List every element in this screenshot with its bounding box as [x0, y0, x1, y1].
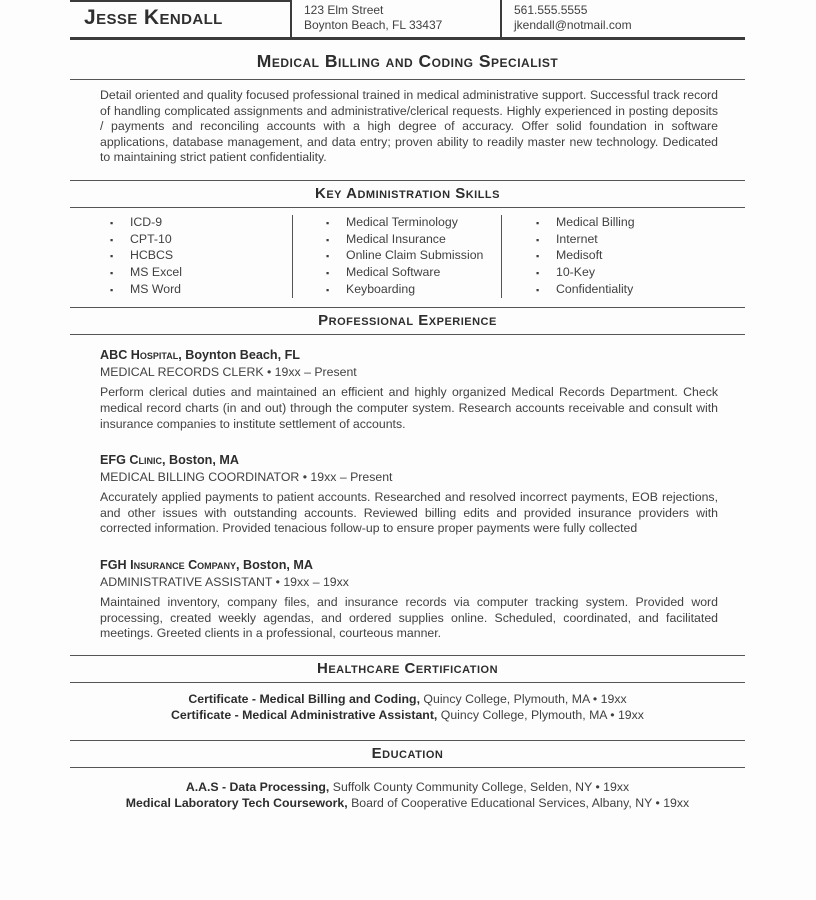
- company-location: Boynton Beach, FL: [185, 348, 300, 363]
- skill-item: [536, 265, 745, 282]
- education-list: [70, 768, 745, 820]
- skill-item: [536, 282, 745, 299]
- job-title-line: ADMINISTRATIVE ASSISTANT • 19xx – 19xx: [100, 575, 349, 590]
- education-item: [80, 796, 735, 812]
- skill-item: [110, 232, 292, 249]
- bullet-icon: ▪: [536, 268, 540, 279]
- bullet-icon: ▪: [326, 251, 330, 262]
- company-name: FGH Insurance Company,: [100, 558, 240, 573]
- section-heading-education: Education: [371, 744, 444, 762]
- job-description: Maintained inventory, company files, and insurance records via computer tracking system. Provided word processing, created weekly agendas, and ordered supplies online. Scheduled, coordinated, and facilitated meetings. Greeted clients in a professional, courteous manner.: [100, 595, 718, 641]
- skill-item: [110, 215, 292, 232]
- education-detail: Board of Cooperative Educational Services, Albany, NY • 19xx: [351, 795, 690, 810]
- education-item: [80, 780, 735, 796]
- company-name: EFG Clinic,: [100, 453, 166, 468]
- skill-item: [326, 248, 501, 265]
- job-entry: [70, 453, 745, 537]
- certification-name: Certificate - Medical Billing and Coding,: [188, 691, 420, 706]
- bullet-icon: ▪: [110, 234, 114, 245]
- certification-item: [80, 692, 735, 708]
- email-address: jkendall@notmail.com: [514, 18, 632, 32]
- bullet-icon: ▪: [110, 251, 114, 262]
- job-description: Accurately applied payments to patient accounts. Researched and resolved incorrect payments, EOB rejections, and other issues with outstanding accounts. Reviewed billing edits and provided insurance providers with corrected information. Provided tenacious follow-up to ensure proper payments were fully collected: [100, 490, 718, 536]
- divider: [70, 334, 745, 335]
- bullet-icon: ▪: [110, 217, 114, 228]
- skill-item: [110, 282, 292, 299]
- job-company-line: [100, 453, 718, 467]
- divider: [70, 79, 745, 80]
- certification-list: [70, 683, 745, 740]
- skill-item: [536, 215, 745, 232]
- bullet-icon: ▪: [536, 217, 540, 228]
- skill-label: Internet: [556, 231, 598, 246]
- skills-column-2: [292, 215, 501, 299]
- bullet-icon: ▪: [110, 284, 114, 295]
- address-line-1: 123 Elm Street: [304, 3, 384, 17]
- skill-item: [110, 248, 292, 265]
- education-detail: Suffolk County Community College, Selden, NY • 19xx: [332, 779, 630, 794]
- bullet-icon: ▪: [326, 284, 330, 295]
- bullet-icon: ▪: [326, 217, 330, 228]
- skills-column-3: [501, 215, 745, 299]
- summary-paragraph: Detail oriented and quality focused professional trained in medical administrative support. Successful track record of handling complicated assignments and administrative/clerical requests. Highly experienced in posting deposits / payments and reconciling accounts with a high degree of accuracy. Offer solid foundation in software applications, database management, and data entry; proven ability to readily master new technology. Dedicated to maintaining strict patient confidentiality.: [100, 88, 718, 165]
- skill-label: HCBCS: [130, 248, 174, 263]
- section-heading-skills: Key Administration Skills: [315, 184, 500, 202]
- section-heading-certification: Healthcare Certification: [316, 659, 499, 677]
- certification-detail: Quincy College, Plymouth, MA • 19xx: [423, 691, 627, 706]
- address-line-2: Boynton Beach, FL 33437: [304, 18, 443, 32]
- job-entry: [70, 348, 745, 432]
- job-description: Perform clerical duties and maintained an efficient and highly organized Medical Records Department. Check medical record charts (in and out) through the computer system. Research accounts receivable and consult with insurance companies to institute settlement of accounts.: [100, 385, 718, 431]
- header-address-cell: [290, 0, 500, 37]
- skill-item: [326, 265, 501, 282]
- bullet-icon: ▪: [326, 234, 330, 245]
- skills-column-1: [70, 215, 292, 299]
- skill-label: Medical Billing: [556, 214, 635, 229]
- skill-item: [326, 232, 501, 249]
- job-title-line: MEDICAL BILLING COORDINATOR • 19xx – Present: [100, 470, 393, 485]
- certification-detail: Quincy College, Plymouth, MA • 19xx: [440, 707, 644, 722]
- job-title-line: MEDICAL RECORDS CLERK • 19xx – Present: [100, 365, 357, 380]
- header-name-cell: [70, 0, 290, 37]
- company-location: Boston, MA: [168, 453, 239, 468]
- skill-item: [110, 265, 292, 282]
- company-location: Boston, MA: [243, 558, 313, 573]
- bullet-icon: ▪: [536, 284, 540, 295]
- phone-number: 561.555.5555: [514, 3, 588, 17]
- skills-columns: [70, 208, 745, 308]
- degree-name: Medical Laboratory Tech Coursework,: [125, 795, 348, 810]
- skill-label: Online Claim Submission: [346, 248, 484, 263]
- skill-label: CPT-10: [130, 231, 172, 246]
- skill-label: 10-Key: [556, 265, 595, 280]
- skill-label: Keyboarding: [346, 281, 416, 296]
- company-name: ABC Hospital,: [100, 348, 182, 363]
- skill-label: Medical Terminology: [346, 214, 458, 229]
- job-company-line: [100, 558, 718, 572]
- certification-name: Certificate - Medical Administrative Assistant,: [171, 707, 438, 722]
- candidate-name: Jesse Kendall: [84, 6, 223, 29]
- skill-item: [536, 248, 745, 265]
- skill-item: [326, 215, 501, 232]
- header: [70, 0, 745, 40]
- skill-label: MS Excel: [130, 265, 182, 280]
- degree-name: A.A.S - Data Processing,: [185, 779, 330, 794]
- skill-label: Medical Software: [346, 265, 441, 280]
- section-heading-experience: Professional Experience: [318, 312, 497, 330]
- skill-item: [326, 282, 501, 299]
- skill-label: Confidentiality: [556, 281, 634, 296]
- skill-label: Medical Insurance: [346, 231, 446, 246]
- skill-item: [536, 232, 745, 249]
- bullet-icon: ▪: [326, 268, 330, 279]
- bullet-icon: ▪: [110, 268, 114, 279]
- skill-label: MS Word: [130, 281, 182, 296]
- job-entry: [70, 558, 745, 642]
- certification-item: [80, 708, 735, 724]
- job-company-line: [100, 348, 718, 362]
- bullet-icon: ▪: [536, 234, 540, 245]
- header-contact-cell: [500, 0, 745, 37]
- skill-label: Medisoft: [556, 248, 603, 263]
- bullet-icon: ▪: [536, 251, 540, 262]
- skill-label: ICD-9: [130, 214, 163, 229]
- resume-title: Medical Billing and Coding Specialist: [256, 51, 559, 71]
